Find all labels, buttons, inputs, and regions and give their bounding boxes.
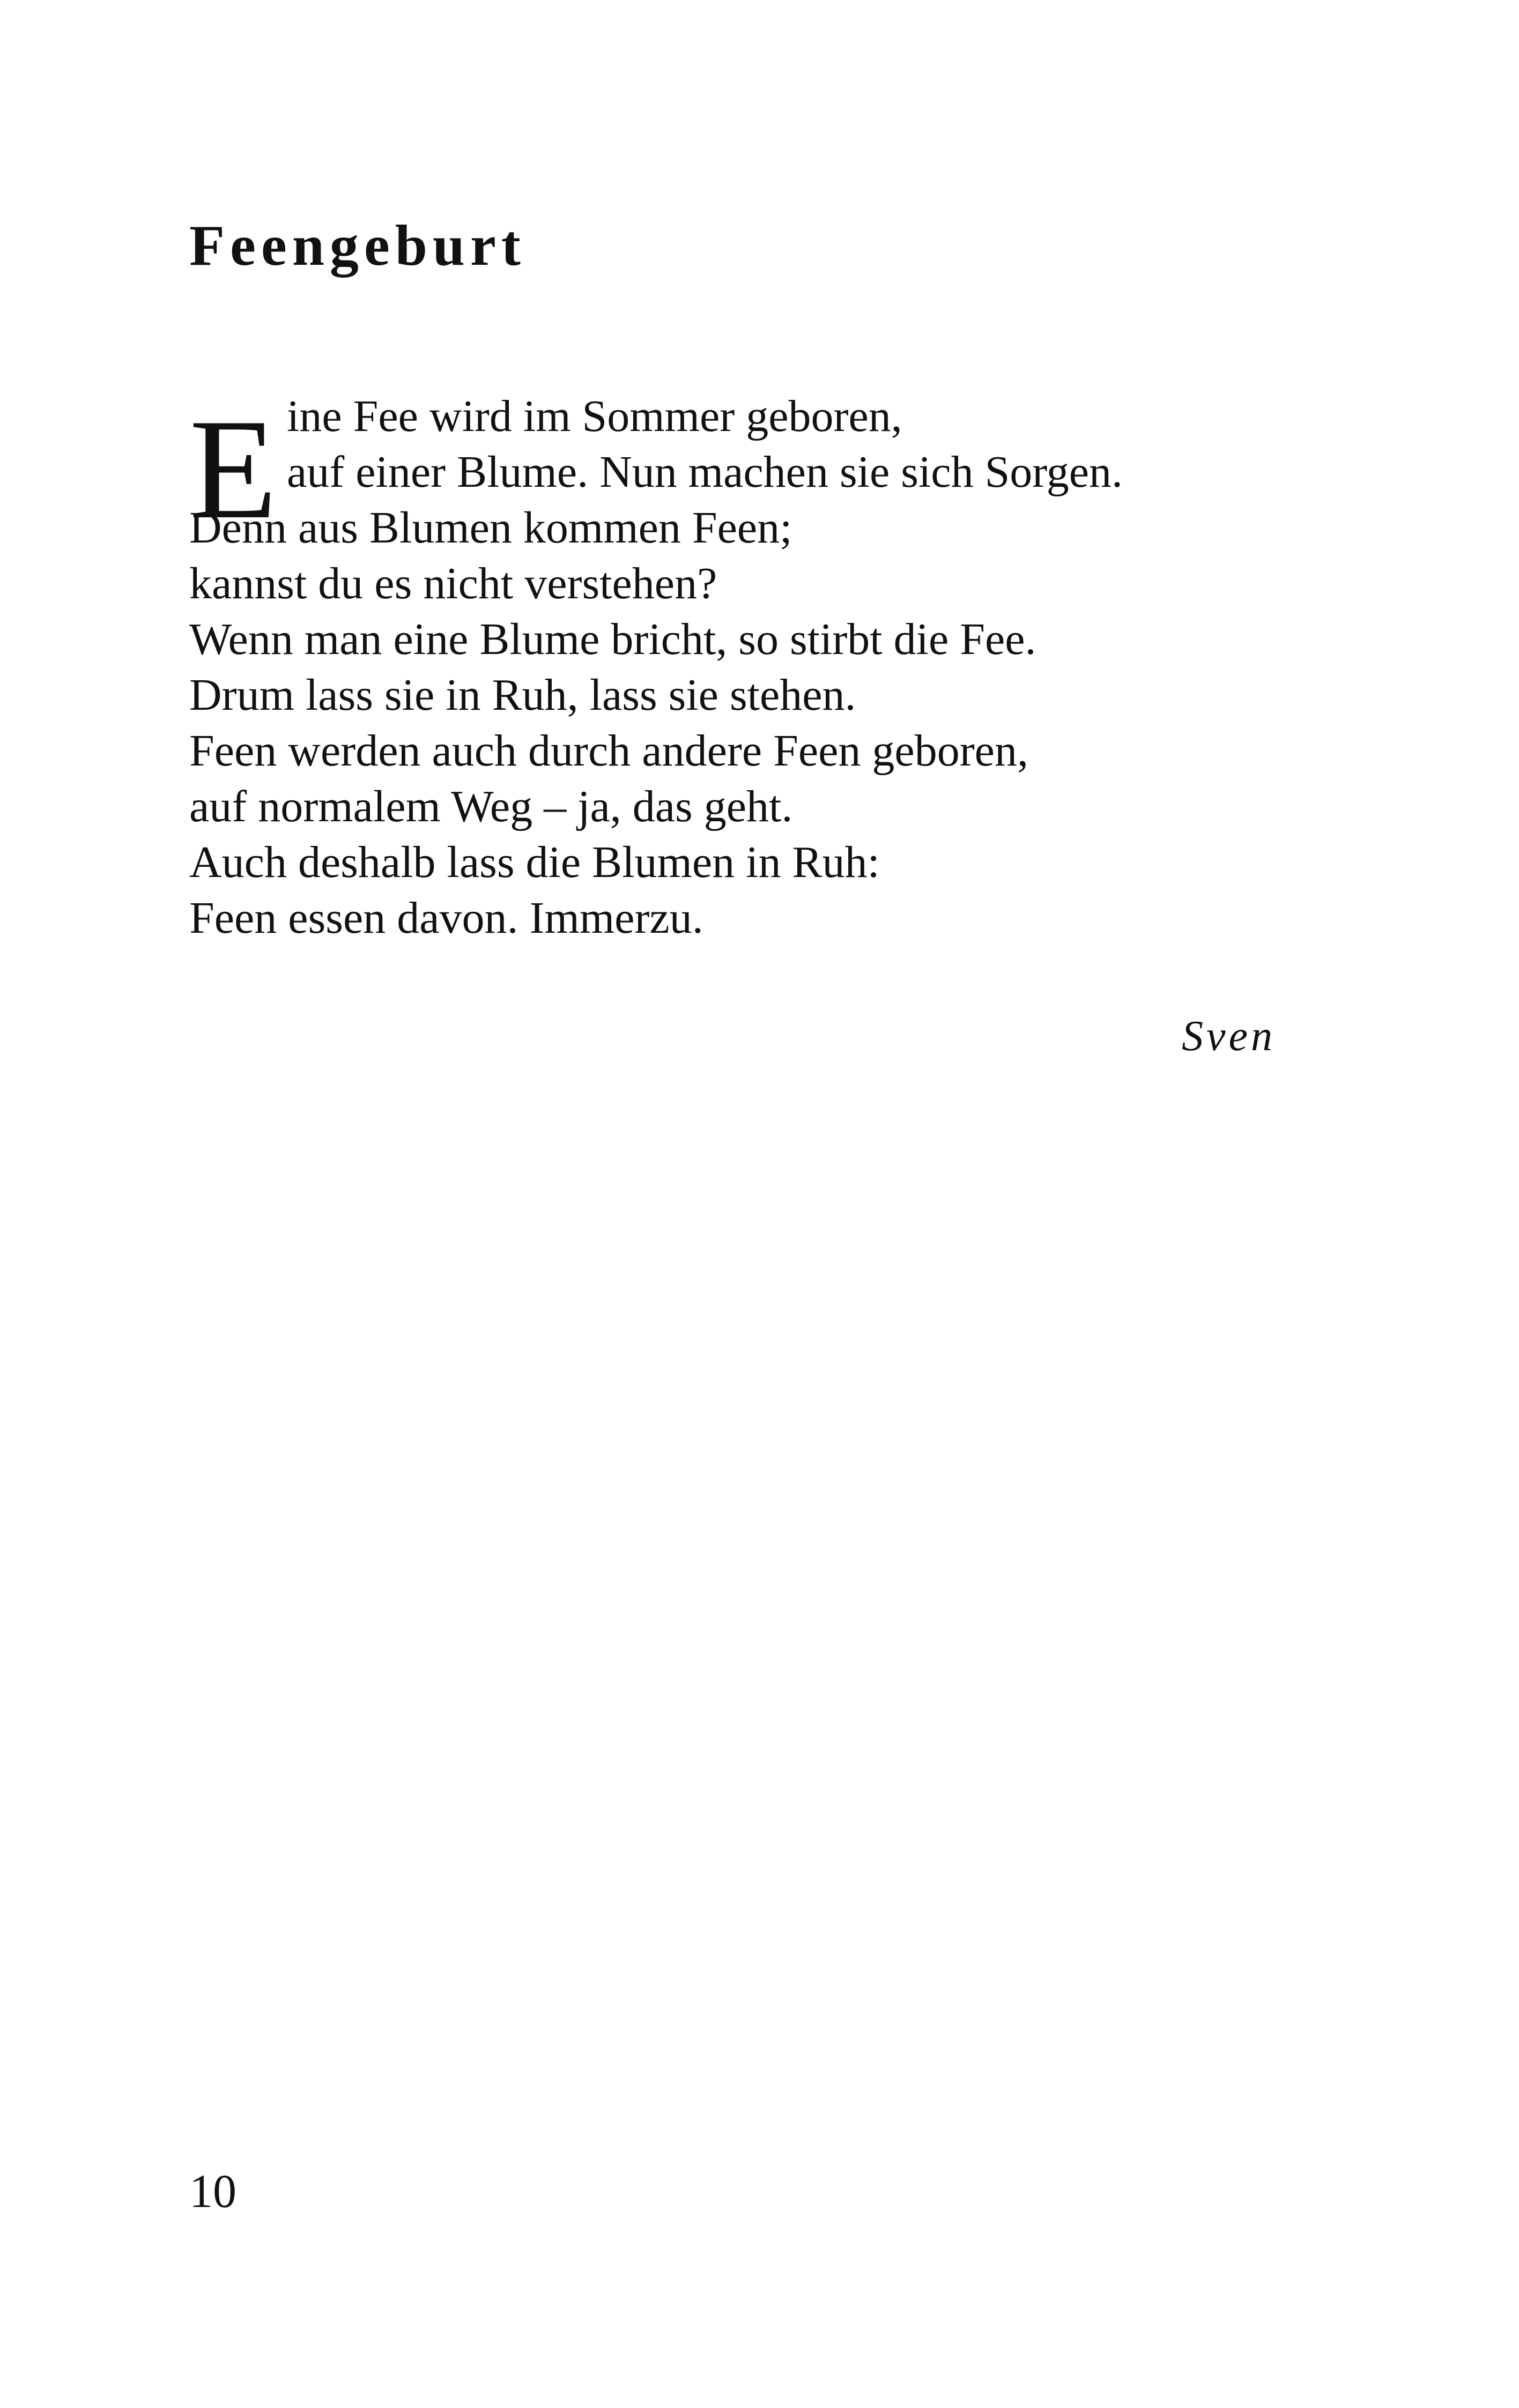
poem-line-5: Wenn man eine Blume bricht, so stirbt die Fee. <box>189 614 1036 664</box>
poem-line-9: Auch deshalb lass die Blumen in Ruh: <box>189 837 880 887</box>
poem-line-4: kannst du es nicht verstehen? <box>189 559 717 608</box>
poem-line-10: Feen essen davon. Immerzu. <box>189 893 703 943</box>
poem-title: Feengeburt <box>189 214 526 278</box>
poem-line-2: auf einer Blume. Nun machen sie sich Sorgen. <box>287 447 1123 497</box>
poem-line-6: Drum lass sie in Ruh, lass sie stehen. <box>189 670 856 720</box>
poem-line-7: Feen werden auch durch andere Feen geboren, <box>189 726 1028 776</box>
page-number: 10 <box>189 2166 236 2218</box>
poem-line-1: ine Fee wird im Sommer geboren, <box>287 391 902 441</box>
poem-line-8: auf normalem Weg – ja, das geht. <box>189 782 793 831</box>
drop-cap: E <box>189 389 277 548</box>
author-signature: Sven <box>1182 1013 1276 1060</box>
poem-line-3: Denn aus Blumen kommen Feen; <box>189 503 792 553</box>
